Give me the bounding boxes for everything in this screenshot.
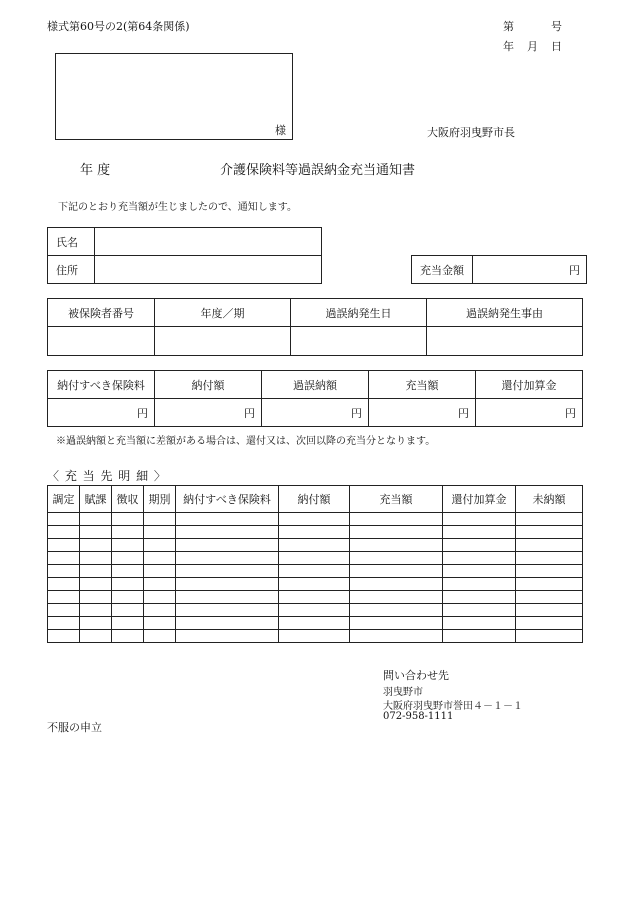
detail-cell	[516, 513, 583, 526]
detail-cell	[144, 565, 176, 578]
detail-cell	[144, 630, 176, 643]
detail-cell	[48, 617, 80, 630]
header-insured-number: 被保険者番号	[48, 299, 155, 327]
overpaid-value: 円	[262, 399, 369, 427]
contact-address: 大阪府羽曳野市誉田４－１－１	[383, 701, 523, 712]
address-box	[55, 53, 293, 140]
detail-cell	[176, 552, 279, 565]
detail-cell	[80, 630, 112, 643]
detail-row	[48, 565, 583, 578]
sama-label: 様	[275, 124, 286, 137]
detail-cell	[176, 630, 279, 643]
detail-header-refund-interest: 還付加算金	[443, 486, 516, 513]
detail-cell	[516, 526, 583, 539]
address-label: 住所	[48, 256, 95, 284]
name-label: 氏名	[48, 228, 95, 256]
detail-cell	[80, 617, 112, 630]
detail-header-premium-due: 納付すべき保険料	[176, 486, 279, 513]
detail-cell	[279, 604, 350, 617]
detail-cell	[516, 630, 583, 643]
intro-text: 下記のとおり充当額が生じましたので、通知します。	[58, 202, 297, 213]
number-label: 第	[503, 20, 514, 33]
detail-cell	[279, 617, 350, 630]
detail-cell	[144, 604, 176, 617]
detail-cell	[48, 591, 80, 604]
detail-cell	[176, 617, 279, 630]
detail-cell	[350, 552, 443, 565]
detail-cell	[443, 604, 516, 617]
header-paid: 納付額	[155, 371, 262, 399]
name-value	[95, 228, 322, 256]
detail-cell	[112, 591, 144, 604]
detail-cell	[112, 565, 144, 578]
detail-cell	[176, 591, 279, 604]
detail-row	[48, 578, 583, 591]
detail-cell	[516, 578, 583, 591]
detail-cell	[279, 591, 350, 604]
detail-cell	[112, 513, 144, 526]
detail-row	[48, 604, 583, 617]
detail-title: 〈 充 当 先 明 細 〉	[47, 469, 167, 483]
detail-cell	[443, 552, 516, 565]
detail-cell	[144, 617, 176, 630]
form-number: 様式第60号の2(第64条関係)	[47, 20, 190, 33]
detail-cell	[176, 539, 279, 552]
detail-cell	[443, 539, 516, 552]
appeal-heading: 不服の申立	[47, 721, 102, 734]
detail-cell	[80, 526, 112, 539]
detail-cell	[350, 539, 443, 552]
fiscal-year-label: 年 度	[80, 163, 111, 178]
header-overpay-reason: 過誤納発生事由	[427, 299, 583, 327]
detail-cell	[112, 630, 144, 643]
detail-cell	[350, 526, 443, 539]
detail-cell	[176, 513, 279, 526]
premium-due-value: 円	[48, 399, 155, 427]
applied-value: 円	[369, 399, 476, 427]
detail-cell	[48, 552, 80, 565]
detail-cell	[516, 552, 583, 565]
detail-row	[48, 591, 583, 604]
amounts-table	[47, 370, 583, 427]
detail-cell	[279, 539, 350, 552]
detail-cell	[112, 604, 144, 617]
header-overpaid: 過誤納額	[262, 371, 369, 399]
detail-cell	[350, 513, 443, 526]
detail-cell	[279, 630, 350, 643]
page-title: 介護保険料等過誤納金充当通知書	[220, 163, 416, 178]
detail-row	[48, 513, 583, 526]
juto-amount-table	[411, 255, 587, 284]
detail-cell	[80, 565, 112, 578]
month-label: 月	[527, 40, 538, 53]
detail-cell	[350, 565, 443, 578]
refund-interest-value: 円	[476, 399, 583, 427]
detail-cell	[144, 591, 176, 604]
detail-table-body	[48, 513, 583, 643]
juto-amount-value: 円	[473, 256, 587, 284]
detail-cell	[176, 604, 279, 617]
detail-cell	[112, 552, 144, 565]
detail-header-kibetsu: 期別	[144, 486, 176, 513]
detail-cell	[144, 578, 176, 591]
detail-header-unpaid: 未納額	[516, 486, 583, 513]
contact-title: 問い合わせ先	[383, 669, 449, 682]
paid-value: 円	[155, 399, 262, 427]
detail-cell	[516, 565, 583, 578]
detail-cell	[350, 591, 443, 604]
detail-cell	[112, 617, 144, 630]
detail-cell	[144, 539, 176, 552]
detail-cell	[350, 617, 443, 630]
detail-cell	[279, 565, 350, 578]
detail-cell	[144, 552, 176, 565]
detail-cell	[350, 604, 443, 617]
detail-cell	[48, 630, 80, 643]
detail-cell	[176, 578, 279, 591]
detail-header-paid: 納付額	[279, 486, 350, 513]
detail-header-chotei: 調定	[48, 486, 80, 513]
detail-cell	[443, 565, 516, 578]
detail-cell	[279, 513, 350, 526]
person-table	[47, 227, 322, 284]
detail-cell	[144, 513, 176, 526]
detail-cell	[48, 578, 80, 591]
detail-cell	[80, 591, 112, 604]
detail-cell	[48, 565, 80, 578]
detail-header-applied: 充当額	[350, 486, 443, 513]
detail-row	[48, 630, 583, 643]
detail-row	[48, 552, 583, 565]
detail-row	[48, 526, 583, 539]
header-refund-interest: 還付加算金	[476, 371, 583, 399]
detail-cell	[516, 617, 583, 630]
header-overpay-date: 過誤納発生日	[291, 299, 427, 327]
detail-cell	[279, 578, 350, 591]
detail-cell	[80, 513, 112, 526]
detail-header-fuka: 賦課	[80, 486, 112, 513]
detail-cell	[443, 513, 516, 526]
header-year-period: 年度／期	[155, 299, 291, 327]
insured-info-table	[47, 298, 583, 356]
go-label: 号	[551, 20, 562, 33]
juto-amount-label: 充当金額	[412, 256, 473, 284]
detail-cell	[80, 552, 112, 565]
detail-cell	[48, 604, 80, 617]
detail-cell	[279, 526, 350, 539]
detail-cell	[112, 539, 144, 552]
detail-cell	[443, 630, 516, 643]
contact-phone: 072-958-1111	[383, 711, 454, 722]
header-premium-due: 納付すべき保険料	[48, 371, 155, 399]
detail-cell	[176, 565, 279, 578]
detail-cell	[176, 526, 279, 539]
detail-cell	[516, 539, 583, 552]
detail-row	[48, 539, 583, 552]
detail-cell	[48, 526, 80, 539]
detail-cell	[112, 526, 144, 539]
detail-row	[48, 617, 583, 630]
detail-cell	[443, 526, 516, 539]
detail-cell	[144, 526, 176, 539]
detail-cell	[350, 578, 443, 591]
detail-header-choshu: 徴収	[112, 486, 144, 513]
issuer: 大阪府羽曳野市長	[427, 126, 515, 139]
detail-cell	[516, 591, 583, 604]
contact-org: 羽曳野市	[383, 687, 423, 698]
detail-cell	[279, 552, 350, 565]
detail-cell	[443, 578, 516, 591]
detail-cell	[80, 539, 112, 552]
address-value	[95, 256, 322, 284]
detail-cell	[80, 604, 112, 617]
detail-cell	[516, 604, 583, 617]
year-label: 年	[503, 40, 514, 53]
detail-cell	[443, 591, 516, 604]
detail-cell	[80, 578, 112, 591]
detail-cell	[48, 539, 80, 552]
detail-cell	[350, 630, 443, 643]
detail-table	[47, 485, 583, 643]
detail-cell	[48, 513, 80, 526]
header-applied: 充当額	[369, 371, 476, 399]
day-label: 日	[551, 40, 562, 53]
difference-note: ※過誤納額と充当額に差額がある場合は、還付又は、次回以降の充当分となります。	[56, 436, 436, 447]
detail-cell	[443, 617, 516, 630]
detail-cell	[112, 578, 144, 591]
